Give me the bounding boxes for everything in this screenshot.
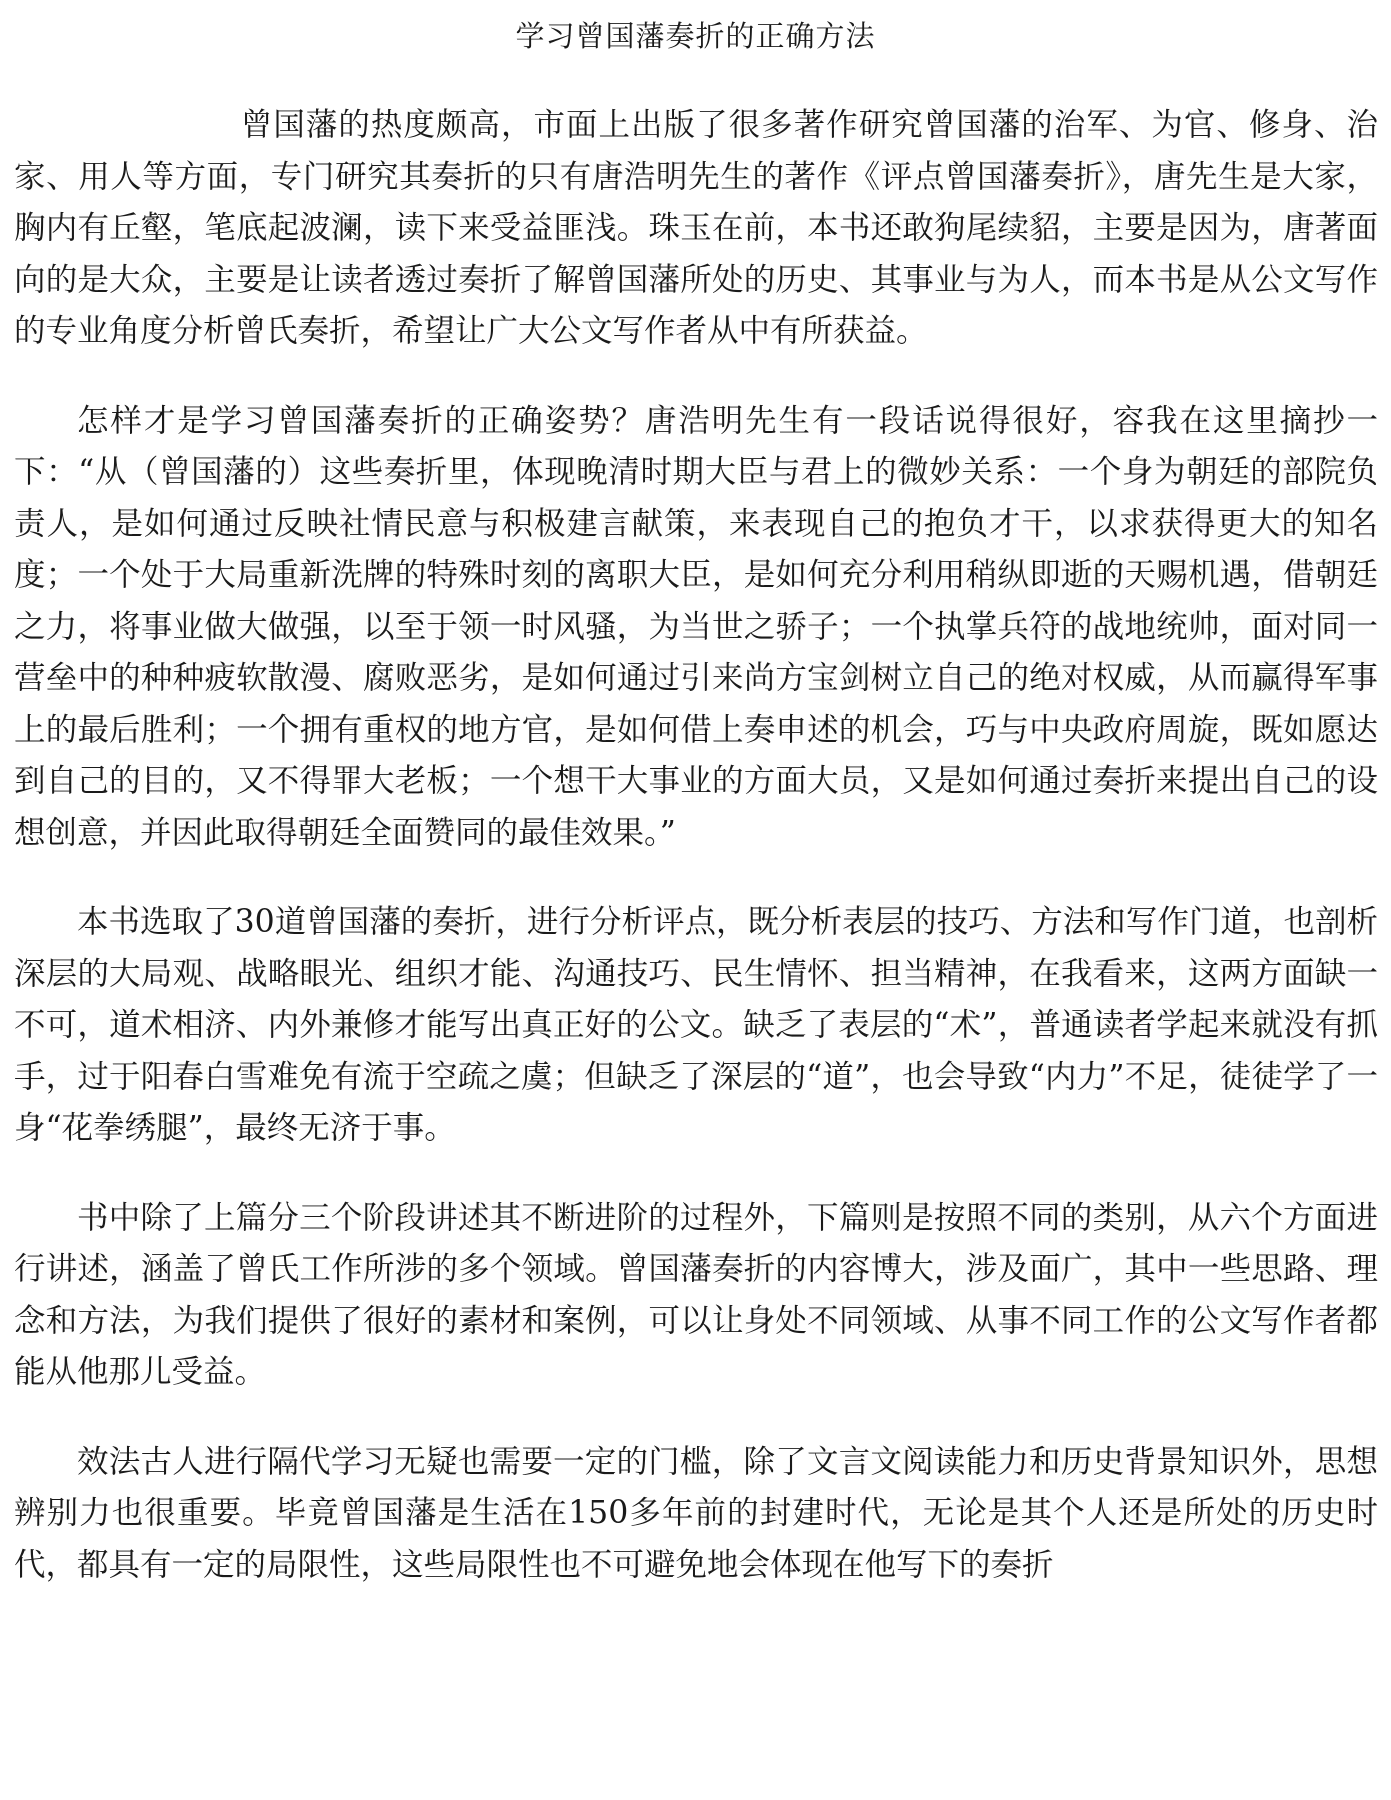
paragraph-intro: 曾国藩的热度颇高，市面上出版了很多著作研究曾国藩的治军、为官、修身、治家、用人等方面，专门研究其奏折的只有唐浩明先生的著作《评点曾国藩奏折》，唐先生是大家，胸内有丘壑，笔底起波澜，读下来受益匪浅。珠玉在前，本书还敢狗尾续貂，主要是因为，唐著面向的是大众，主要是让读者透过奏折了解曾国藩所处的历史、其事业与为人，而本书是从公文写作的专业角度分析曾氏奏折，希望让广大公文写作者从中有所获益。 — [14, 107, 1378, 349]
document-body — [14, 100, 1378, 1629]
paragraph-method: 本书选取了30道曾国藩的奏折，进行分析评点，既分析表层的技巧、方法和写作门道，也剖析深层的大局观、战略眼光、组织才能、沟通技巧、民生情怀、担当精神，在我看来，这两方面缺一不可，道术相济、内外兼修才能写出真正好的公文。缺乏了表层的“术”，普通读者学起来就没有抓手，过于阳春白雪难免有流于空疏之虞；但缺乏了深层的“道”，也会导致“内力”不足，徒徒学了一身“花拳绣腿”，最终无济于事。 — [14, 904, 1378, 1146]
paragraph-quote: 怎样才是学习曾国藩奏折的正确姿势？唐浩明先生有一段话说得很好，容我在这里摘抄一下：“从（曾国藩的）这些奏折里，体现晚清时期大臣与君上的微妙关系：一个身为朝廷的部院负责人，是如何通过反映社情民意与积极建言献策，来表现自己的抱负才干，以求获得更大的知名度；一个处于大局重新洗牌的特殊时刻的离职大臣，是如何充分利用稍纵即逝的天赐机遇，借朝廷之力，将事业做大做强，以至于领一时风骚，为当世之骄子；一个执掌兵符的战地统帅，面对同一营垒中的种种疲软散漫、腐败恶劣，是如何通过引来尚方宝剑树立自己的绝对权威，从而赢得军事上的最后胜利；一个拥有重权的地方官，是如何借上奏申述的机会，巧与中央政府周旋，既如愿达到自己的目的，又不得罪大老板；一个想干大事业的方面大员，又是如何通过奏折来提出自己的设想创意，并因此取得朝廷全面赞同的最佳效果。” — [14, 402, 1378, 851]
document-title: 学习曾国藩奏折的正确方法 — [515, 19, 876, 53]
paragraph-structure: 书中除了上篇分三个阶段讲述其不断进阶的过程外，下篇则是按照不同的类别，从六个方面进行讲述，涵盖了曾氏工作所涉的多个领域。曾国藩奏折的内容博大，涉及面广，其中一些思路、理念和方法，为我们提供了很好的素材和案例，可以让身处不同领域、从事不同工作的公文写作者都能从他那儿受益。 — [14, 1199, 1378, 1390]
paragraph-threshold: 效法古人进行隔代学习无疑也需要一定的门槛，除了文言文阅读能力和历史背景知识外，思想辨别力也很重要。毕竟曾国藩是生活在150多年前的封建时代，无论是其个人还是所处的历史时代，都具有一定的局限性，这些局限性也不可避免地会体现在他写下的奏折 — [14, 1443, 1378, 1583]
